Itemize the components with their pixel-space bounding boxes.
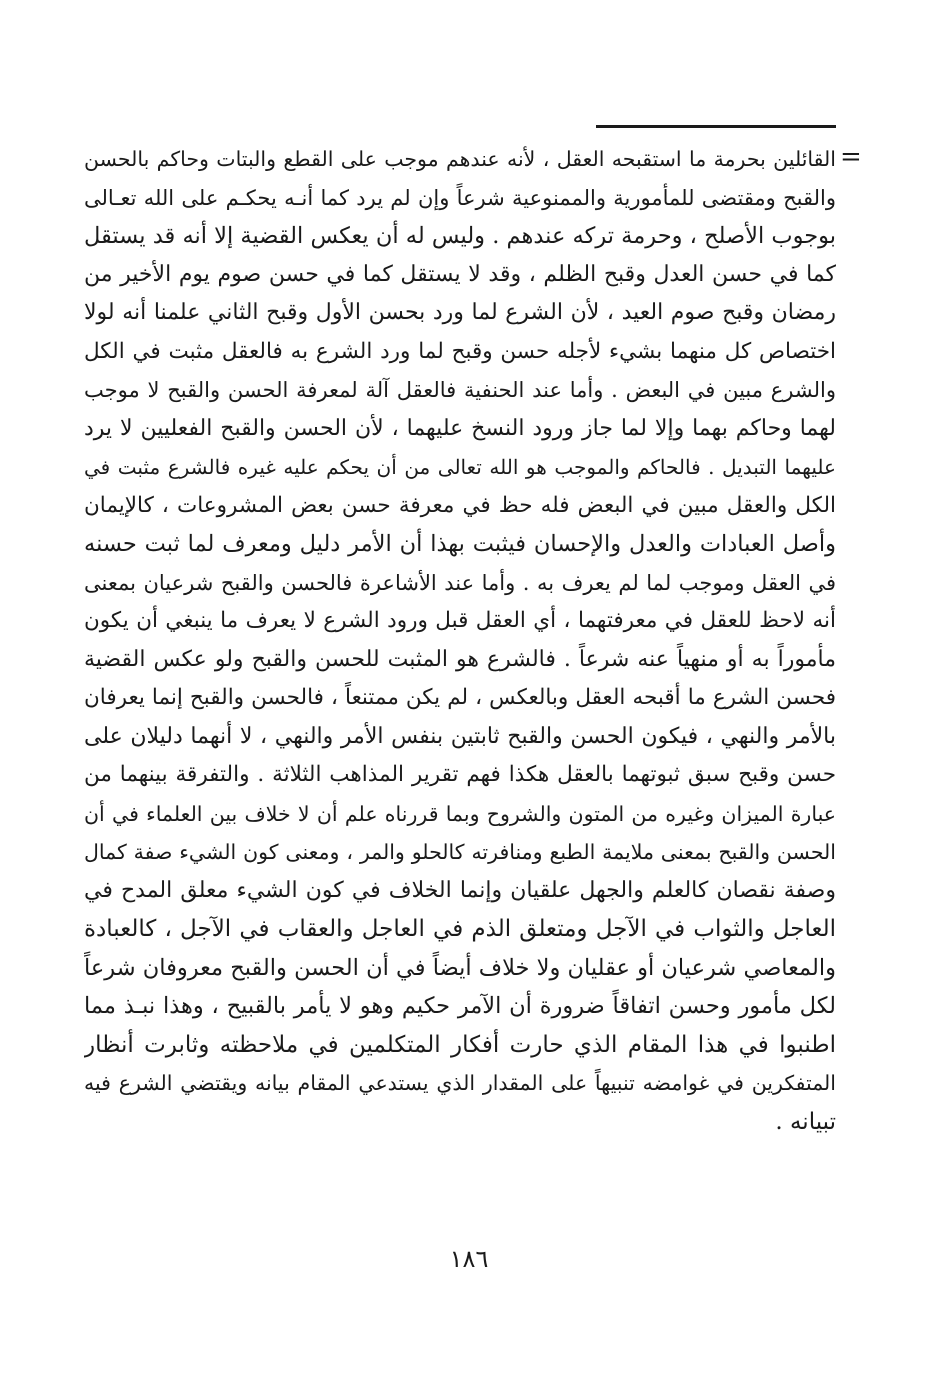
text-line: الحسن والقبح بمعنى ملايمة الطبع ومنافرته كالحلو والمر ، ومعنى كون الشيء صفة كمال <box>84 840 836 864</box>
text-line: أنه لاحظ للعقل في معرفتهما ، أي العقل قبل ورود الشرع لا يعرف ما ينبغي أن يكون <box>84 608 836 633</box>
text-line: اختصاص كل منهما بشيء لأجله حسن وقبح لما ورد الشرع به فالعقل مثبت في الكل <box>84 338 836 364</box>
text-line: الكل والعقل مبين في البعض فله حظ في معرفة حسن بعض المشروعات ، كالإيمان <box>84 492 836 518</box>
text-line: لكل مأمور وحسن اتفاقاً ضرورة أن الآمر حكيم وهو لا يأمر بالقبيح ، وهذا نبـذ مما <box>84 993 836 1019</box>
text-line: بالأمر والنهي ، فيكون الحسن والقبح ثابتين بنفس الأمر والنهي ، لا أنهما دليلان على <box>84 723 836 749</box>
page-number: ١٨٦ <box>449 1245 489 1273</box>
text-line: كما في حسن العدل وقبح الظلم ، وقد لا يستقل كما في حسن صوم يوم الأخير من <box>84 261 836 287</box>
text-line: لهما وحاكم بهما وإلا لما جاز ورود النسخ عليهما ، لأن الحسن والقبح الفعليين لا يرد <box>84 415 836 441</box>
text-line: والقبح ومقتضى للمأمورية والممنوعية شرعاً وإن لم يرد كما أنـه يحكـم على الله تعـالى <box>84 185 836 210</box>
text-line: وصفة نقصان كالعلم والجهل علقيان وإنما الخلاف في كون الشيء معلق المدح في <box>84 877 836 903</box>
footnote-text-block <box>84 140 836 1141</box>
footnote-separator-rule <box>596 125 836 128</box>
text-line: والشرع مبين في البعض . وأما عند الحنفية فالعقل آلة لمعرفة الحسن والقبح لا موجب <box>84 378 836 402</box>
text-line: فحسن الشرع ما أقبحه العقل وبالعكس ، لم يكن ممتنعاً ، فالحسن والقبح إنما يعرفان <box>84 685 836 710</box>
text-line: عليهما التبديل . فالحاكم والموجب هو الله تعالى من أن يحكم عليه غيره فالشرع مثبت في <box>84 455 836 479</box>
continuation-mark: = <box>840 142 862 172</box>
text-line: المتفكرين في غوامضه تنبيهاً على المقدار الذي يستدعي المقام بيانه ويقتضي الشرع فيه <box>84 1071 836 1095</box>
text-line: عبارة الميزان وغيره من المتون والشروح وبما قررناه علم أن لا خلاف بين العلماء في أن <box>84 801 836 826</box>
text-line: مأموراً به أو منهياً عنه شرعاً . فالشرع هو المثبت للحسن والقبح ولو عكس القضية <box>84 646 836 672</box>
text-line: اطنبوا في هذا المقام الذي حارت أفكار المتكلمين في ملاحظته وثابرت أنظار <box>84 1031 836 1058</box>
text-line: تبيانه . <box>775 1108 836 1135</box>
text-line: حسن وقبح سبق ثبوتهما بالعقل هكذا فهم تقرير المذاهب الثلاثة . والتفرقة بينهما من <box>84 762 836 787</box>
text-line: العاجل والثواب في الآجل ومتعلق الذم في العاجل والعقاب في الآجل ، كالعبادة <box>84 916 836 942</box>
text-line: في العقل وموجب لما لم يعرف به . وأما عند الأشاعرة فالحسن والقبح شرعيان بمعنى <box>84 570 836 595</box>
text-line: رمضان وقبح صوم العيد ، لأن الشرع لما ورد بحسن الأول وقبح الثاني علمنا أنه لولا <box>84 300 836 325</box>
text-line: وأصل العبادات والعدل والإحسان فيثبت بهذا أن الأمر دليل ومعرف لما ثبت حسنه <box>84 531 836 557</box>
text-line: القائلين بحرمة ما استقبحه العقل ، لأنه عندهم موجب على القطع والبتات وحاكم بالحسن <box>84 147 836 171</box>
text-line: والمعاصي شرعيان أو عقليان ولا خلاف أيضاً في أن الحسن والقبح معروفان شرعاً <box>84 954 836 981</box>
text-line: بوجوب الأصلح ، وحرمة تركه عندهم . وليس له أن يعكس القضية إلا أنه قد يستقل <box>84 223 836 249</box>
